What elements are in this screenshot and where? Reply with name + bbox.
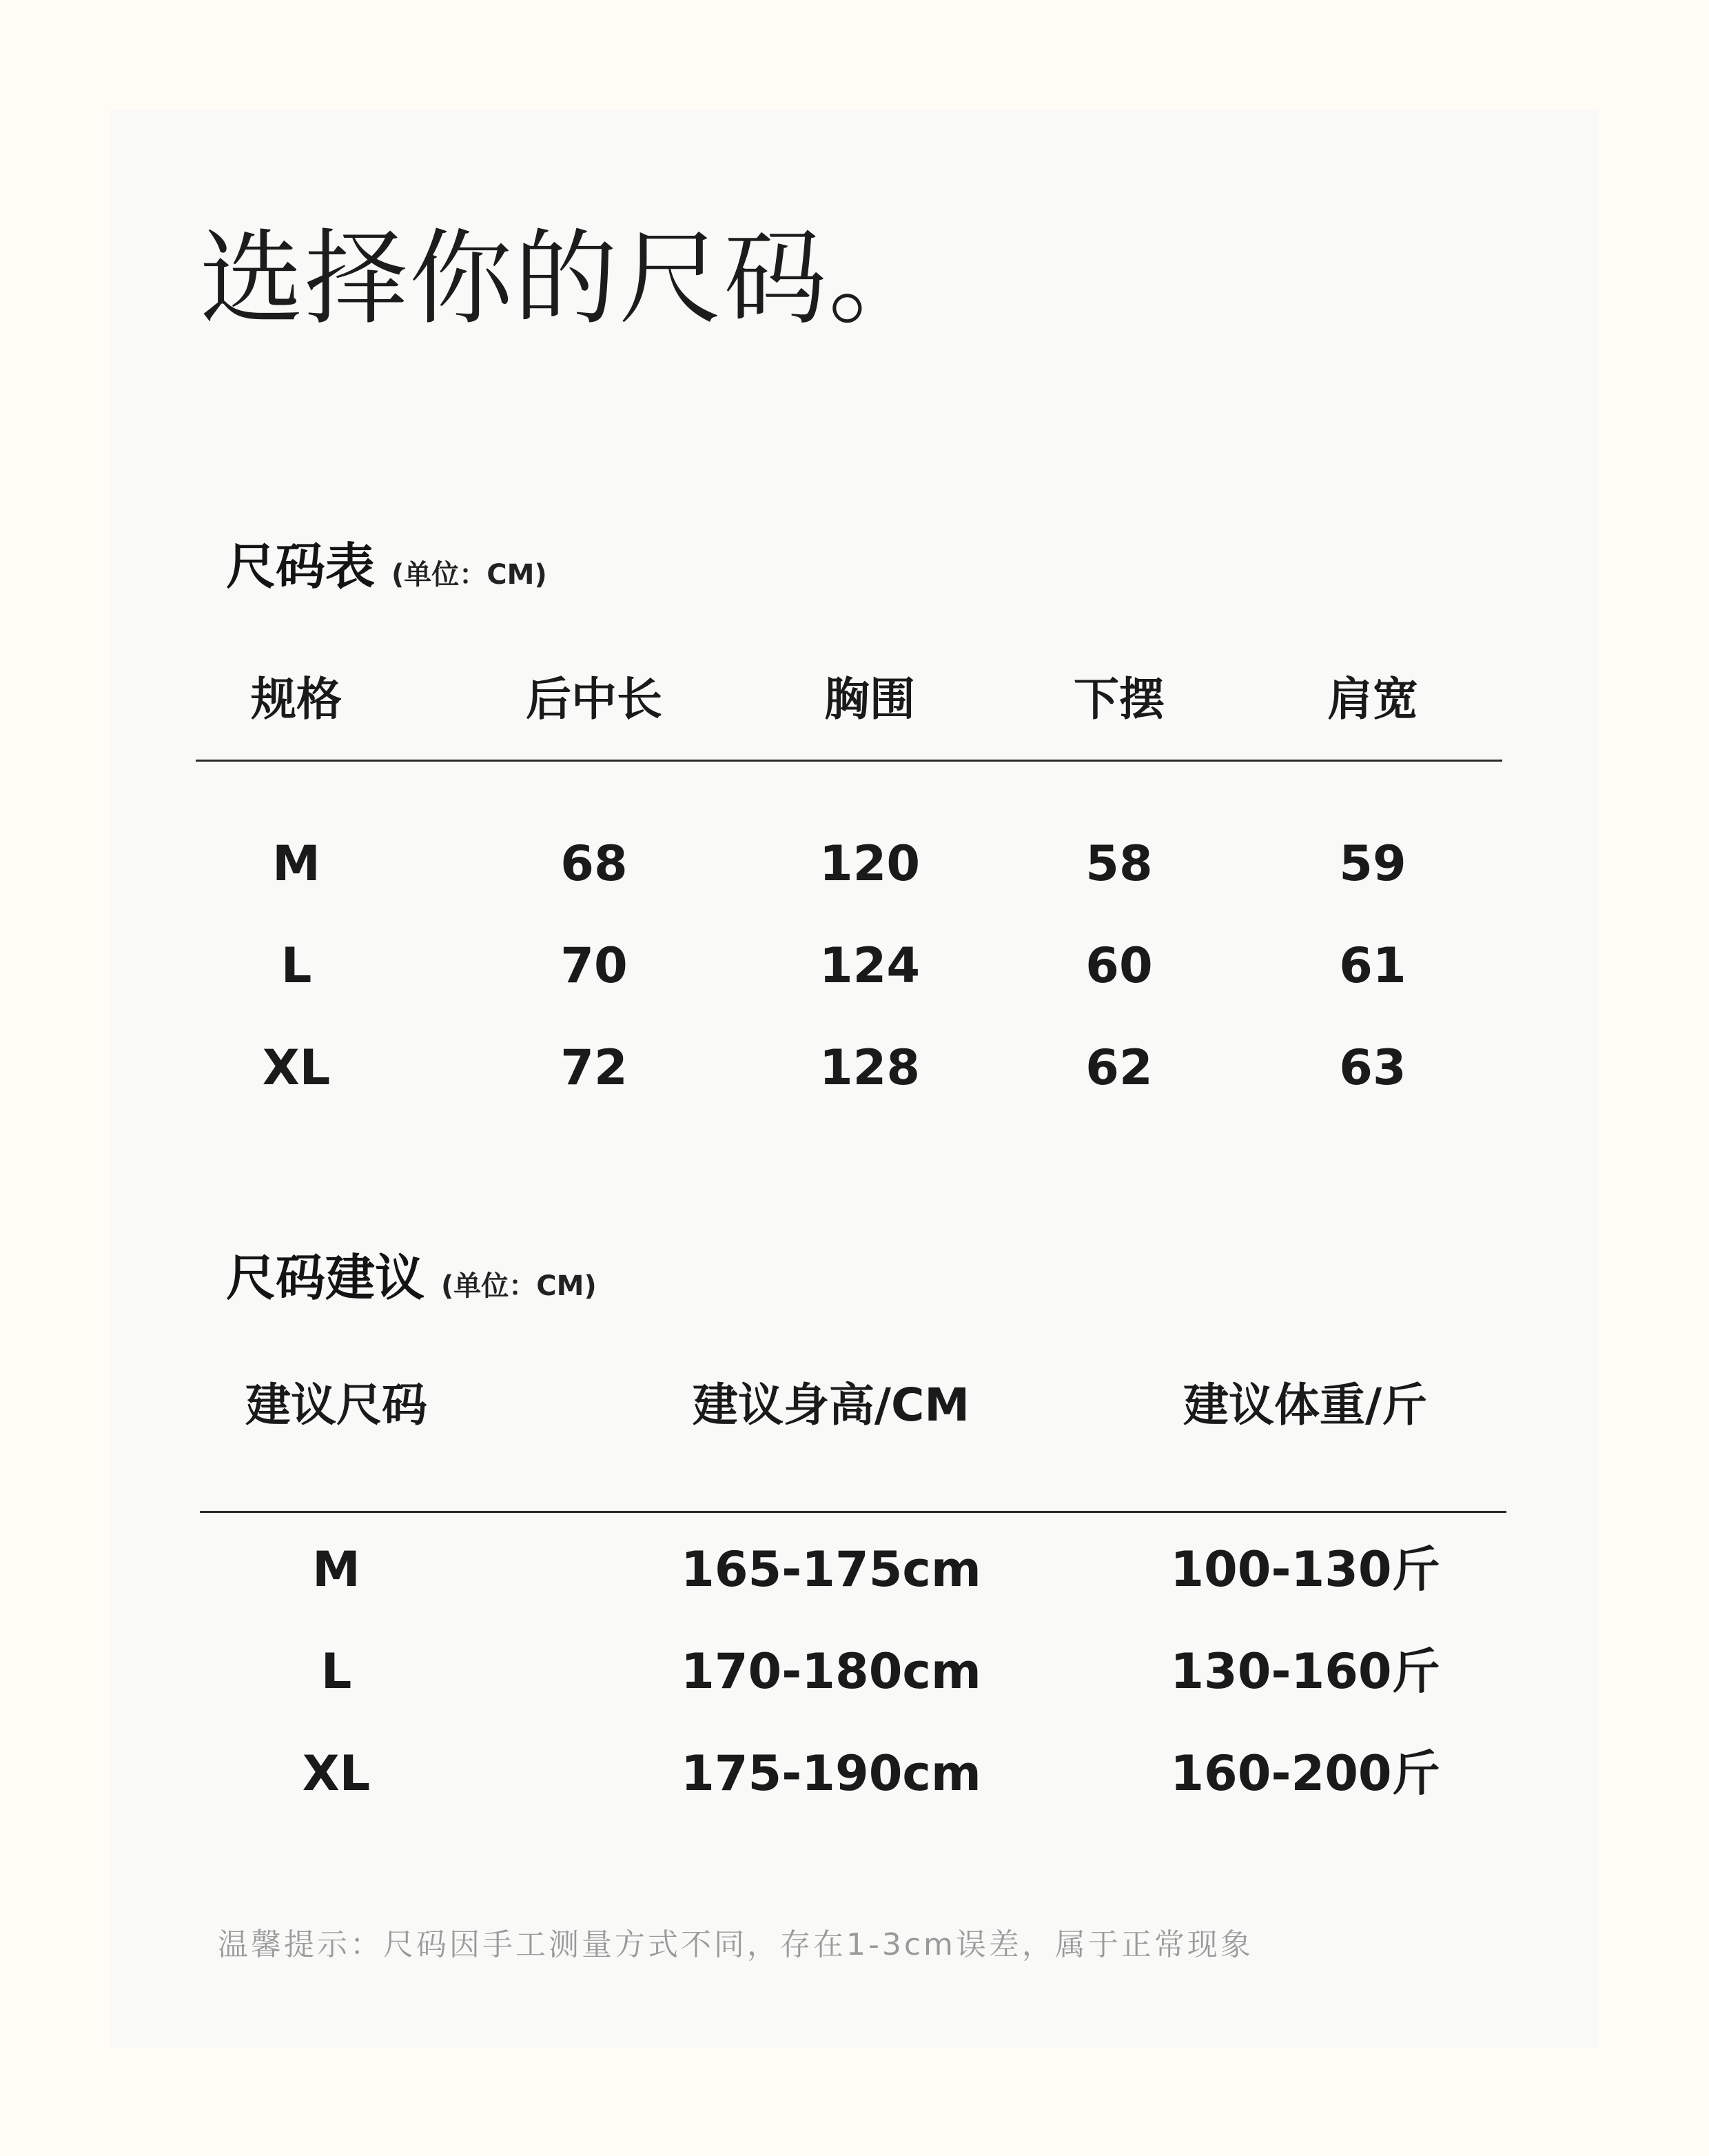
size-advice-cell: 130-160斤: [1170, 1643, 1440, 1700]
size-chart-cell: 62: [1085, 1039, 1153, 1096]
size-chart-title: [226, 538, 547, 596]
size-advice-cell: 170-180cm: [681, 1643, 981, 1700]
size-chart-cell: 128: [819, 1039, 921, 1096]
size-advice-cell: M: [312, 1541, 360, 1598]
size-advice-header-weight: 建议体重/斤: [1183, 1379, 1428, 1432]
size-advice-unit: (单位：CM): [441, 1270, 597, 1302]
size-chart-header-hem: 下摆: [1074, 673, 1165, 726]
size-advice-header-size: 建议尺码: [245, 1379, 427, 1432]
size-chart-cell: 120: [819, 835, 921, 892]
size-advice-cell: 160-200斤: [1170, 1745, 1440, 1802]
size-chart-header-shoulder: 肩宽: [1327, 673, 1418, 726]
size-chart-unit: (单位：CM): [391, 559, 547, 591]
size-chart-header-back-length: 后中长: [526, 673, 662, 726]
size-chart-cell: 68: [560, 835, 628, 892]
size-chart-cell: M: [272, 835, 320, 892]
size-chart-cell: 58: [1085, 835, 1153, 892]
size-advice-cell: 175-190cm: [681, 1745, 981, 1802]
size-chart-title-text: 尺码表: [226, 538, 376, 596]
size-chart-cell: 72: [560, 1039, 628, 1096]
size-advice-cell: L: [320, 1643, 352, 1700]
size-advice-title-text: 尺码建议: [226, 1249, 425, 1307]
size-advice-header-height: 建议身高/CM: [692, 1379, 970, 1432]
size-chart-cell: L: [280, 937, 312, 994]
measurement-note: 温馨提示：尺码因手工测量方式不同，存在1-3cm误差，属于正常现象: [218, 1927, 1253, 1962]
size-chart-header-spec: 规格: [251, 673, 342, 726]
size-chart-cell: XL: [262, 1039, 331, 1096]
size-chart-cell: 70: [560, 937, 628, 994]
size-advice-cell: XL: [302, 1745, 371, 1802]
size-chart-divider: [196, 760, 1502, 762]
size-chart-cell: 61: [1339, 937, 1406, 994]
size-chart-header-chest: 胸围: [824, 673, 915, 726]
size-advice-divider: [200, 1511, 1506, 1513]
size-chart-cell: 60: [1085, 937, 1153, 994]
size-chart-cell: 59: [1339, 835, 1406, 892]
size-advice-title: [226, 1249, 597, 1307]
size-advice-cell: 165-175cm: [681, 1541, 981, 1598]
size-advice-cell: 100-130斤: [1170, 1541, 1440, 1598]
page-title: 选择你的尺码。: [200, 219, 934, 339]
size-chart-cell: 63: [1339, 1039, 1406, 1096]
size-chart-cell: 124: [819, 937, 921, 994]
